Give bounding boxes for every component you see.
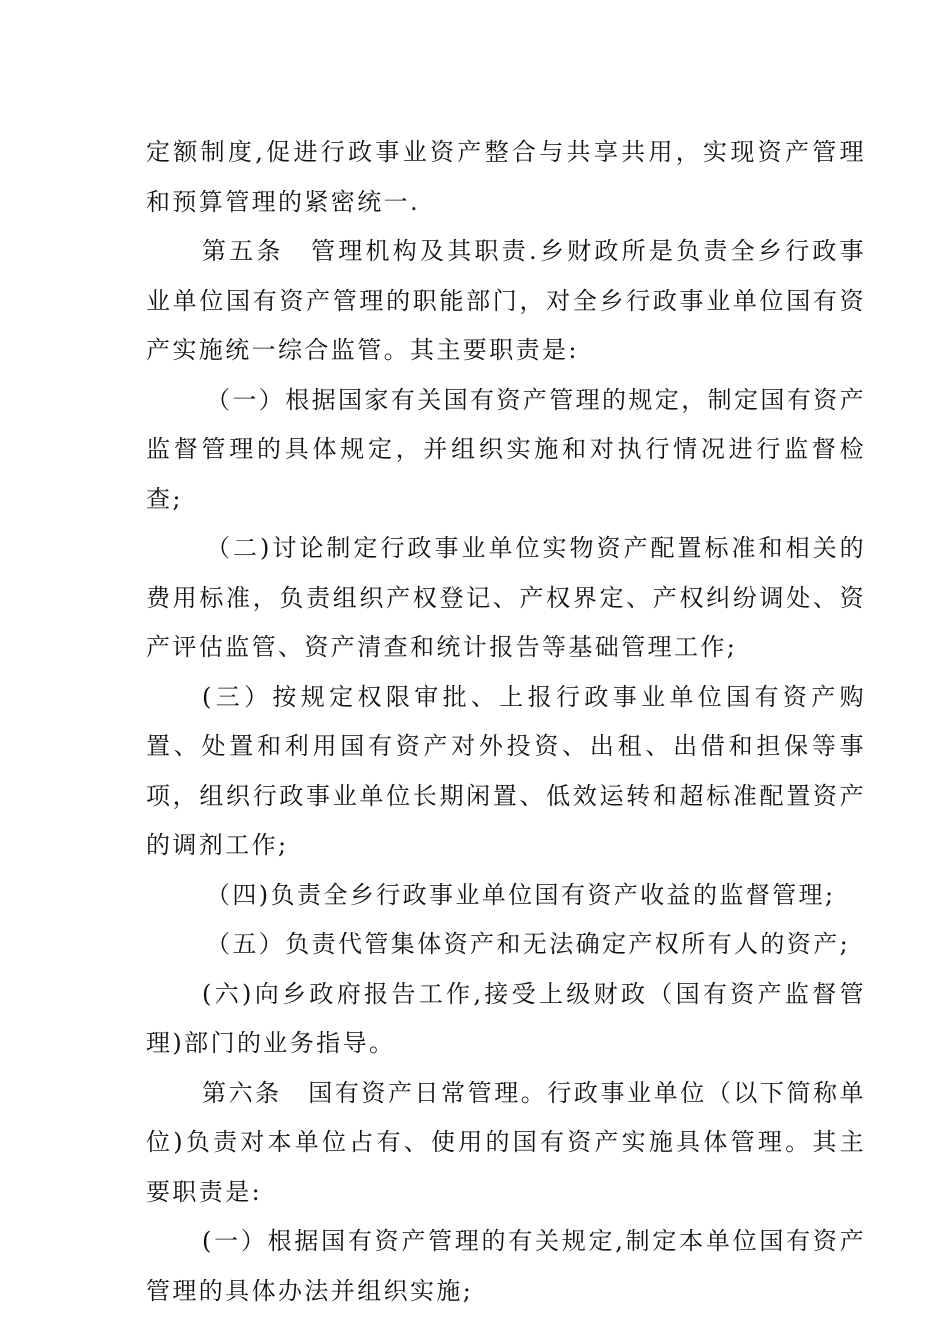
paragraph-article-5-item-6: (六)向乡政府报告工作,接受上级财政（国有资产监督管理)部门的业务指导。 xyxy=(146,979,866,1057)
paragraph-article-5-item-3: (三）按规定权限审批、上报行政事业单位国有资产购置、处置和利用国有资产对外投资、出租、出借和担保等事项，组织行政事业单位长期闲置、低效运转和超标准配置资产的调剂工作; xyxy=(146,682,866,859)
paragraph-article-5-item-4: （四)负责全乡行政事业单位国有资产收益的监督管理; xyxy=(206,880,836,909)
paragraph-article-5-item-1: （一）根据国家有关国有资产管理的规定，制定国有资产监督管理的具体规定，并组织实施和对执行情况进行监督检查; xyxy=(146,385,866,513)
paragraph-article-6-item-1: (一）根据国有资产管理的有关规定,制定本单位国有资产管理的具体办法并组织实施; xyxy=(146,1227,866,1305)
document-body xyxy=(146,128,866,1316)
paragraph-continuation: 定额制度,促进行政事业资产整合与共享共用，实现资产管理和预算管理的紧密统一. xyxy=(146,138,866,216)
paragraph-article-5: 第五条 管理机构及其职责.乡财政所是负责全乡行政事业单位国有资产管理的职能部门，对全乡行政事业单位国有资产实施统一综合监管。其主要职责是: xyxy=(146,237,866,364)
paragraph-article-6: 第六条 国有资产日常管理。行政事业单位（以下简称单位)负责对本单位占有、使用的国有资产实施具体管理。其主要职责是: xyxy=(146,1078,866,1206)
paragraph-article-5-item-2: （二)讨论制定行政事业单位实物资产配置标准和相关的费用标准，负责组织产权登记、产权界定、产权纠纷调处、资产评估监管、资产清查和统计报告等基础管理工作; xyxy=(146,534,866,661)
paragraph-article-5-item-5: （五）负责代管集体资产和无法确定产权所有人的资产; xyxy=(206,930,851,958)
